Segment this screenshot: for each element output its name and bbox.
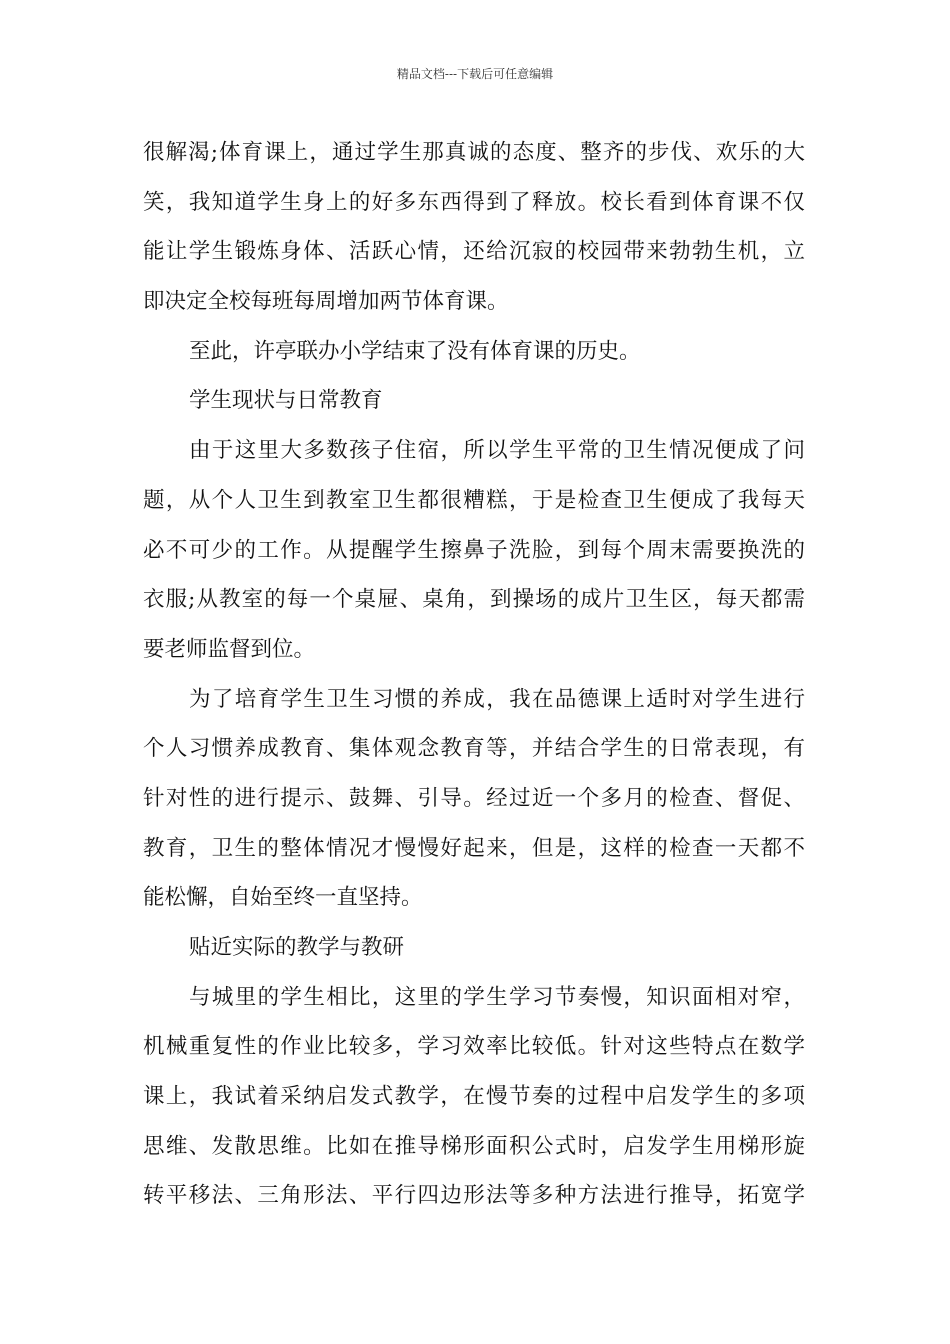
text-line: 衣服;从教室的每一个桌屉、桌角，到操场的成片卫生区，每天都需 (143, 587, 805, 613)
text-line: 至此，许亭联办小学结束了没有体育课的历史。 (189, 338, 641, 364)
text-line: 转平移法、三角形法、平行四边形法等多种方法进行推导，拓宽学 (143, 1183, 805, 1209)
text-line: 题，从个人卫生到教室卫生都很糟糕，于是检查卫生便成了我每天 (143, 487, 805, 513)
text-line: 课上，我试着采纳启发式教学，在慢节奏的过程中启发学生的多项 (143, 1084, 805, 1110)
text-line: 由于这里大多数孩子住宿，所以学生平常的卫生情况便成了问 (189, 438, 805, 464)
text-line: 思维、发散思维。比如在推导梯形面积公式时，启发学生用梯形旋 (143, 1133, 805, 1159)
text-line: 能松懈，自始至终一直坚持。 (143, 885, 423, 911)
text-line: 针对性的进行提示、鼓舞、引导。经过近一个多月的检查、督促、 (143, 785, 805, 811)
document-body (143, 128, 805, 1221)
text-line: 即决定全校每班每周增加两节体育课。 (143, 289, 509, 315)
text-line: 为了培育学生卫生习惯的养成，我在品德课上适时对学生进行 (189, 686, 805, 712)
page-header: 精品文档---下载后可任意编辑 (396, 67, 554, 81)
text-line: 要老师监督到位。 (143, 636, 316, 662)
section-heading: 学生现状与日常教育 (189, 388, 383, 414)
text-line: 必不可少的工作。从提醒学生擦鼻子洗脸，到每个周末需要换洗的 (143, 537, 805, 563)
text-line: 笑，我知道学生身上的好多东西得到了释放。校长看到体育课不仅 (143, 189, 805, 215)
text-line: 个人习惯养成教育、集体观念教育等，并结合学生的日常表现，有 (143, 736, 805, 762)
text-line: 机械重复性的作业比较多，学习效率比较低。针对这些特点在数学 (143, 1034, 805, 1060)
text-line: 能让学生锻炼身体、活跃心情，还给沉寂的校园带来勃勃生机，立 (143, 239, 805, 265)
text-line: 教育，卫生的整体情况才慢慢好起来，但是，这样的检查一天都不 (143, 835, 805, 861)
text-line: 与城里的学生相比，这里的学生学习节奏慢，知识面相对窄， (189, 984, 805, 1010)
section-heading: 贴近实际的教学与教研 (189, 935, 405, 960)
text-line: 很解渴;体育课上，通过学生那真诚的态度、整齐的步伐、欢乐的大 (143, 140, 805, 165)
